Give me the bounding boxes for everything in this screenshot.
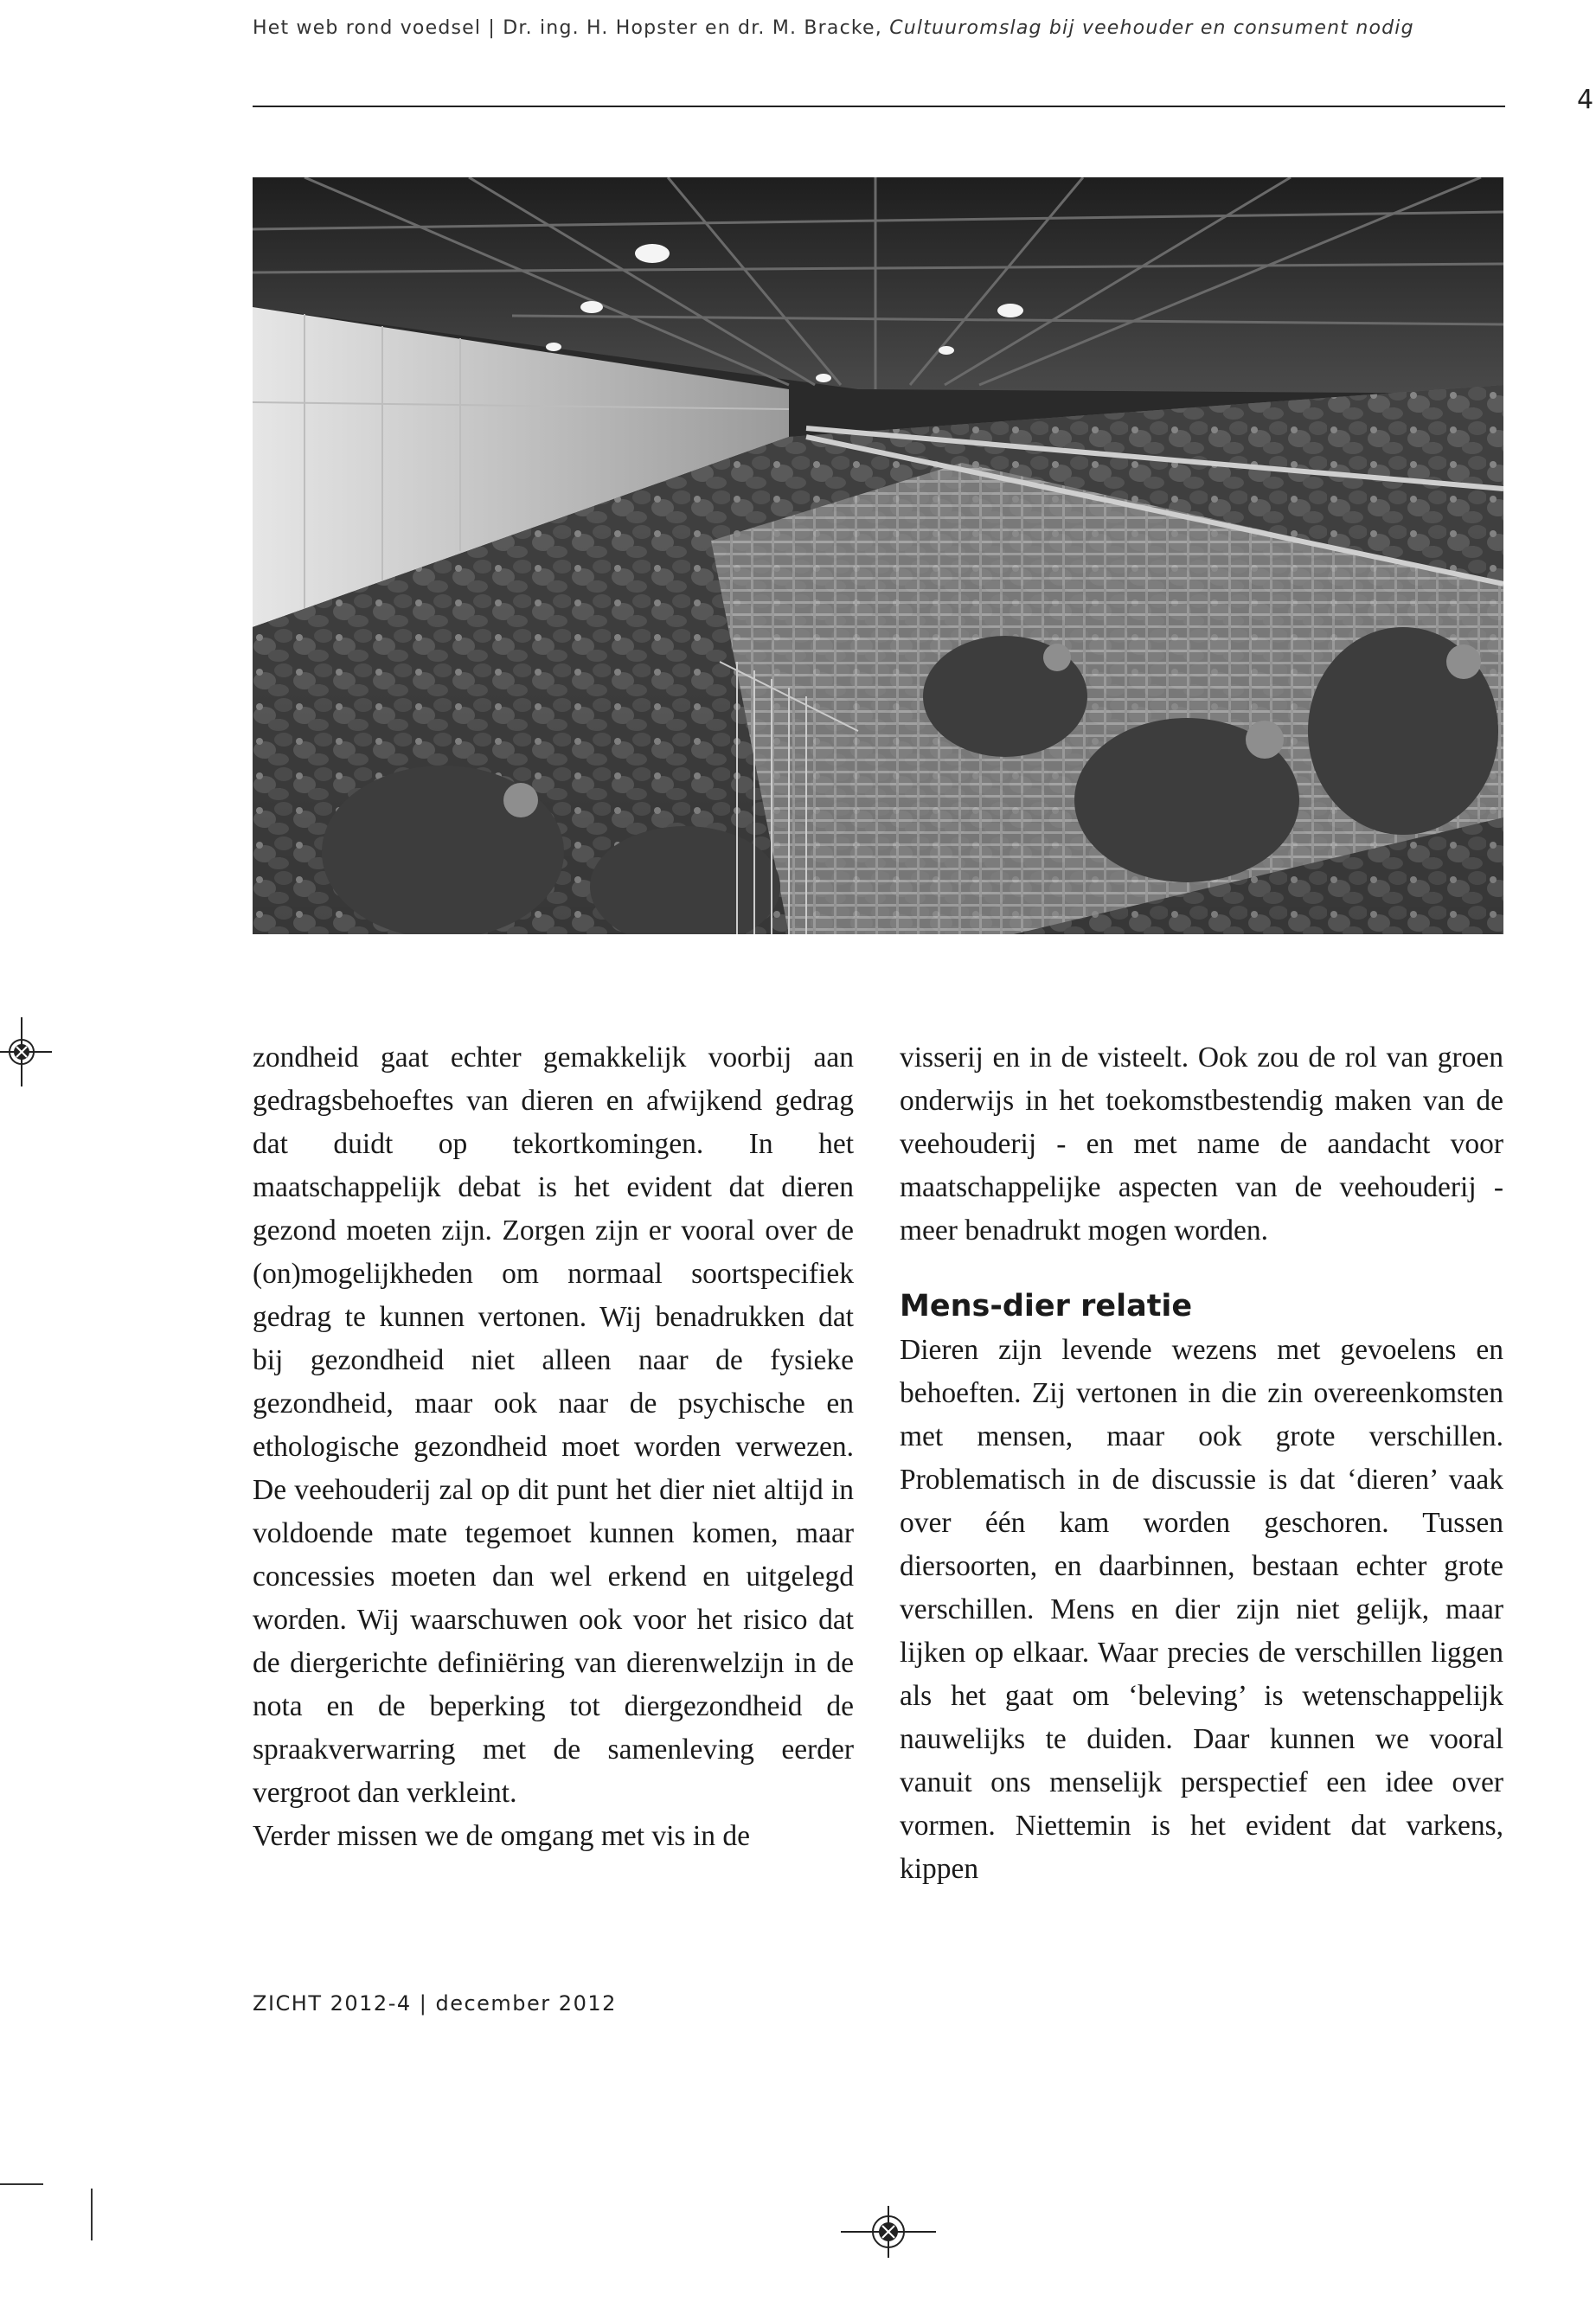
poultry-house-illustration (253, 177, 1503, 934)
header-rule (253, 106, 1505, 107)
crop-mark-bottom (91, 2189, 93, 2240)
paragraph-health-behaviour: zondheid gaat echter gemakkelijk voorbij aan gedragsbehoeftes van dieren en afwijkend gedrag dat duidt op tekortkomingen. In het maatschappelijk debat is het evident dat dieren gezond moeten zijn. Zorgen zijn er vooral over de (on)mogelijkheden om normaal soortspecifiek gedrag te kunnen vertonen. Wij benadrukken dat bij gezondheid niet alleen naar de fysieke gezondheid, maar ook naar de psychische en ethologische gezondheid moet worden verwezen. De veehouderij zal op dit punt het dier niet altijd in voldoende mate tegemoet kunnen komen, maar concessies moeten dan wel erkend en uitgelegd worden. Wij waarschuwen ook voor het risico dat de diergerichte definiëring van dierenwelzijn in de nota en de beperking tot diergezondheid de spraakverwarring met de samenleving eerder vergroot dan verkleint. (253, 1042, 854, 1809)
page-number: 4 (1577, 85, 1594, 115)
running-header (253, 17, 1498, 39)
article-title: Cultuuromslag bij veehouder en consument nodig (889, 17, 1414, 39)
paragraph-fish-intro: Verder missen we de omgang met vis in de (253, 1820, 750, 1852)
poultry-house-photo (253, 177, 1503, 934)
header-separator: | (488, 17, 497, 39)
registration-mark-left-icon (0, 1017, 52, 1086)
left-column (253, 1036, 854, 1858)
paragraph-animals-beings: Dieren zijn levende wezens met gevoelens en behoeften. Zij vertonen in die zin overeenkomsten met mensen, maar ook grote verschillen. Problematisch in de discussie is dat ‘dieren’ vaak over één kam worden geschoren. Tussen diersoorten, en daarbinnen, bestaan echter grote verschillen. Mens en dier zijn niet gelijk, maar lijken op elkaar. Waar precies de verschillen liggen als het gaat om ‘beleving’ is wetenschappelijk nauwelijks te duiden. Daar kunnen we vooral vanuit ons menselijk perspectief een idee over vormen. Niettemin is het evident dat varkens, kippen (900, 1334, 1503, 1885)
running-title: Het web rond voedsel (253, 17, 482, 39)
paragraph-green-education: visserij en in de visteelt. Ook zou de rol van groen onderwijs in het toekomstbestendig maken van de veehouderij - en met name de aandacht voor maatschappelijke aspecten van de veehouderij - meer benadrukt mogen worden. (900, 1042, 1503, 1247)
right-column (900, 1036, 1503, 1891)
crop-mark-left (0, 2183, 43, 2185)
journal-footer: ZICHT 2012-4 | december 2012 (253, 1991, 617, 2016)
section-heading-mens-dier: Mens-dier relatie (900, 1289, 1193, 1324)
header-authors: Dr. ing. H. Hopster en dr. M. Bracke, (503, 17, 882, 39)
registration-mark-bottom-icon (841, 2206, 936, 2258)
